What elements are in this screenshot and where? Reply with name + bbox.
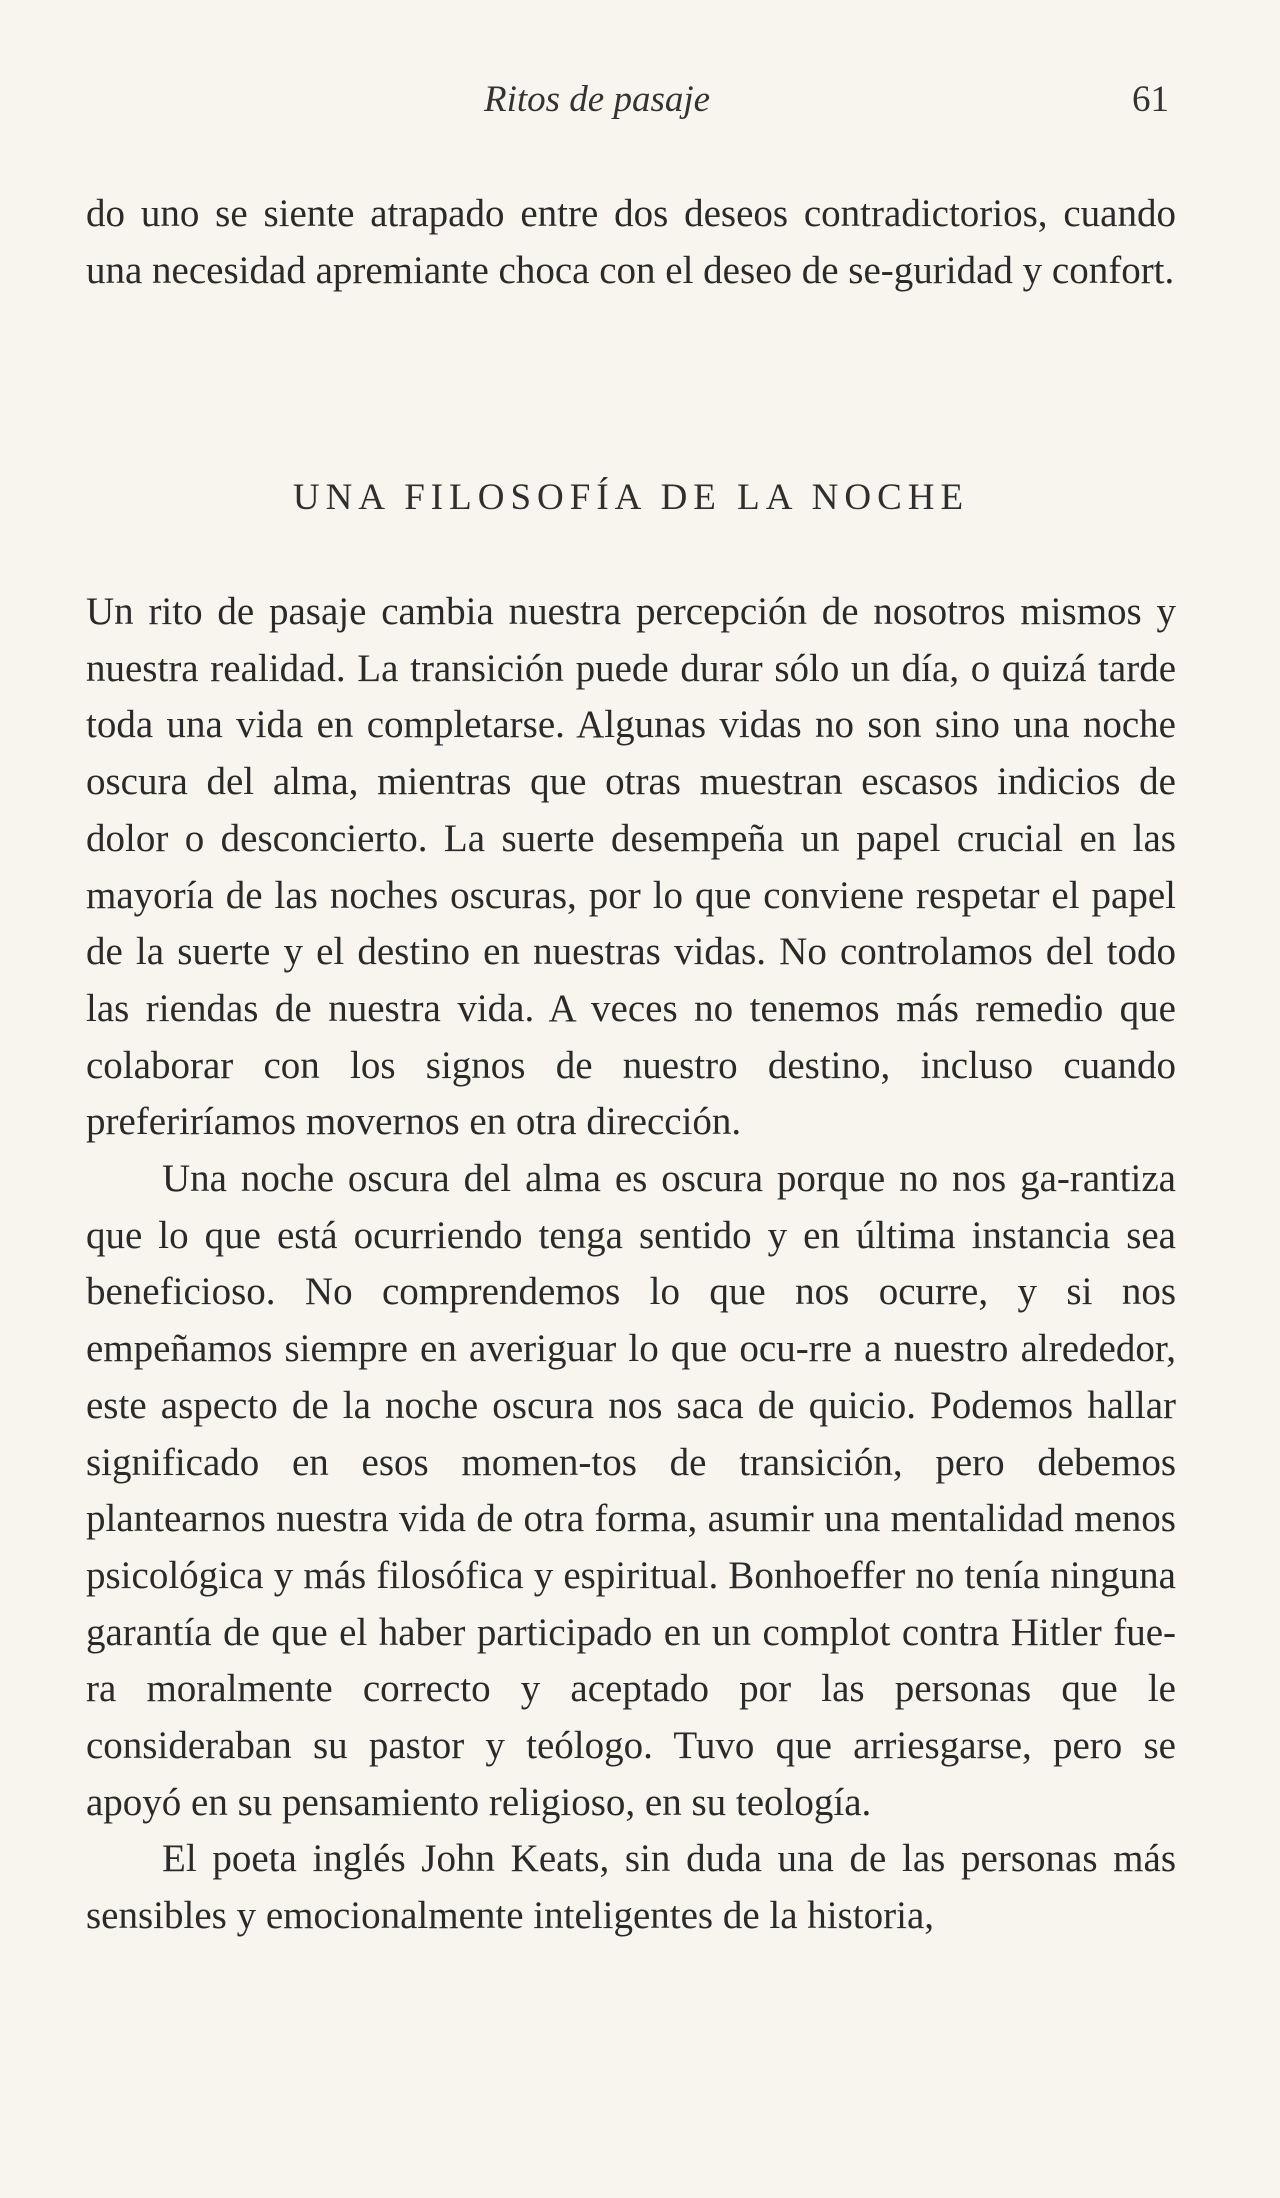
opening-text-block [86,186,1176,299]
section-heading: UNA FILOSOFÍA DE LA NOCHE [292,477,970,518]
paragraph-2: Una noche oscura del alma es oscura porque no nos ga-rantiza que lo que está ocurriendo tenga sentido y en última instancia sea beneficioso. No comprendemos lo que nos ocurre, y si nos empeñamos siempre en averiguar lo que ocu-rre a nuestro alrededor, este aspecto de la noche oscura nos saca de quicio. Podemos hallar significado en esos momen-tos de transición, pero debemos plantearnos nuestra vida de otra forma, asumir una mentalidad menos psicológica y más filosófica y espiritual. Bonhoeffer no tenía ninguna garantía de que el haber participado en un complot contra Hitler fue-ra moralmente correcto y aceptado por las personas que le consideraban su pastor y teólogo. Tuvo que arriesgarse, pero se apoyó en su pensamiento religioso, en su teología. [86,1157,1176,1824]
main-text-block [86,584,1176,1945]
page-number: 61 [1132,79,1169,120]
running-title: Ritos de pasaje [484,79,711,120]
paragraph-1: Un rito de pasaje cambia nuestra percepción de nosotros mismos y nuestra realidad. La transición puede durar sólo un día, o quizá tarde toda una vida en completarse. Algunas vidas no son sino una noche oscura del alma, mientras que otras muestran escasos indicios de dolor o desconcierto. La suerte desempeña un papel crucial en las mayoría de las noches oscuras, por lo que conviene respetar el papel de la suerte y el destino en nuestras vidas. No controlamos del todo las riendas de nuestra vida. A veces no tenemos más remedio que colaborar con los signos de nuestro destino, incluso cuando preferiríamos movernos en otra dirección. [86,590,1176,1144]
paragraph-3: El poeta inglés John Keats, sin duda una de las personas más sensibles y emocionalmente inteligentes de la historia, [86,1837,1176,1938]
opening-paragraph: do uno se siente atrapado entre dos deseos contradictorios, cuando una necesidad apremiante choca con el deseo de se-guridad y confort. [86,192,1176,292]
